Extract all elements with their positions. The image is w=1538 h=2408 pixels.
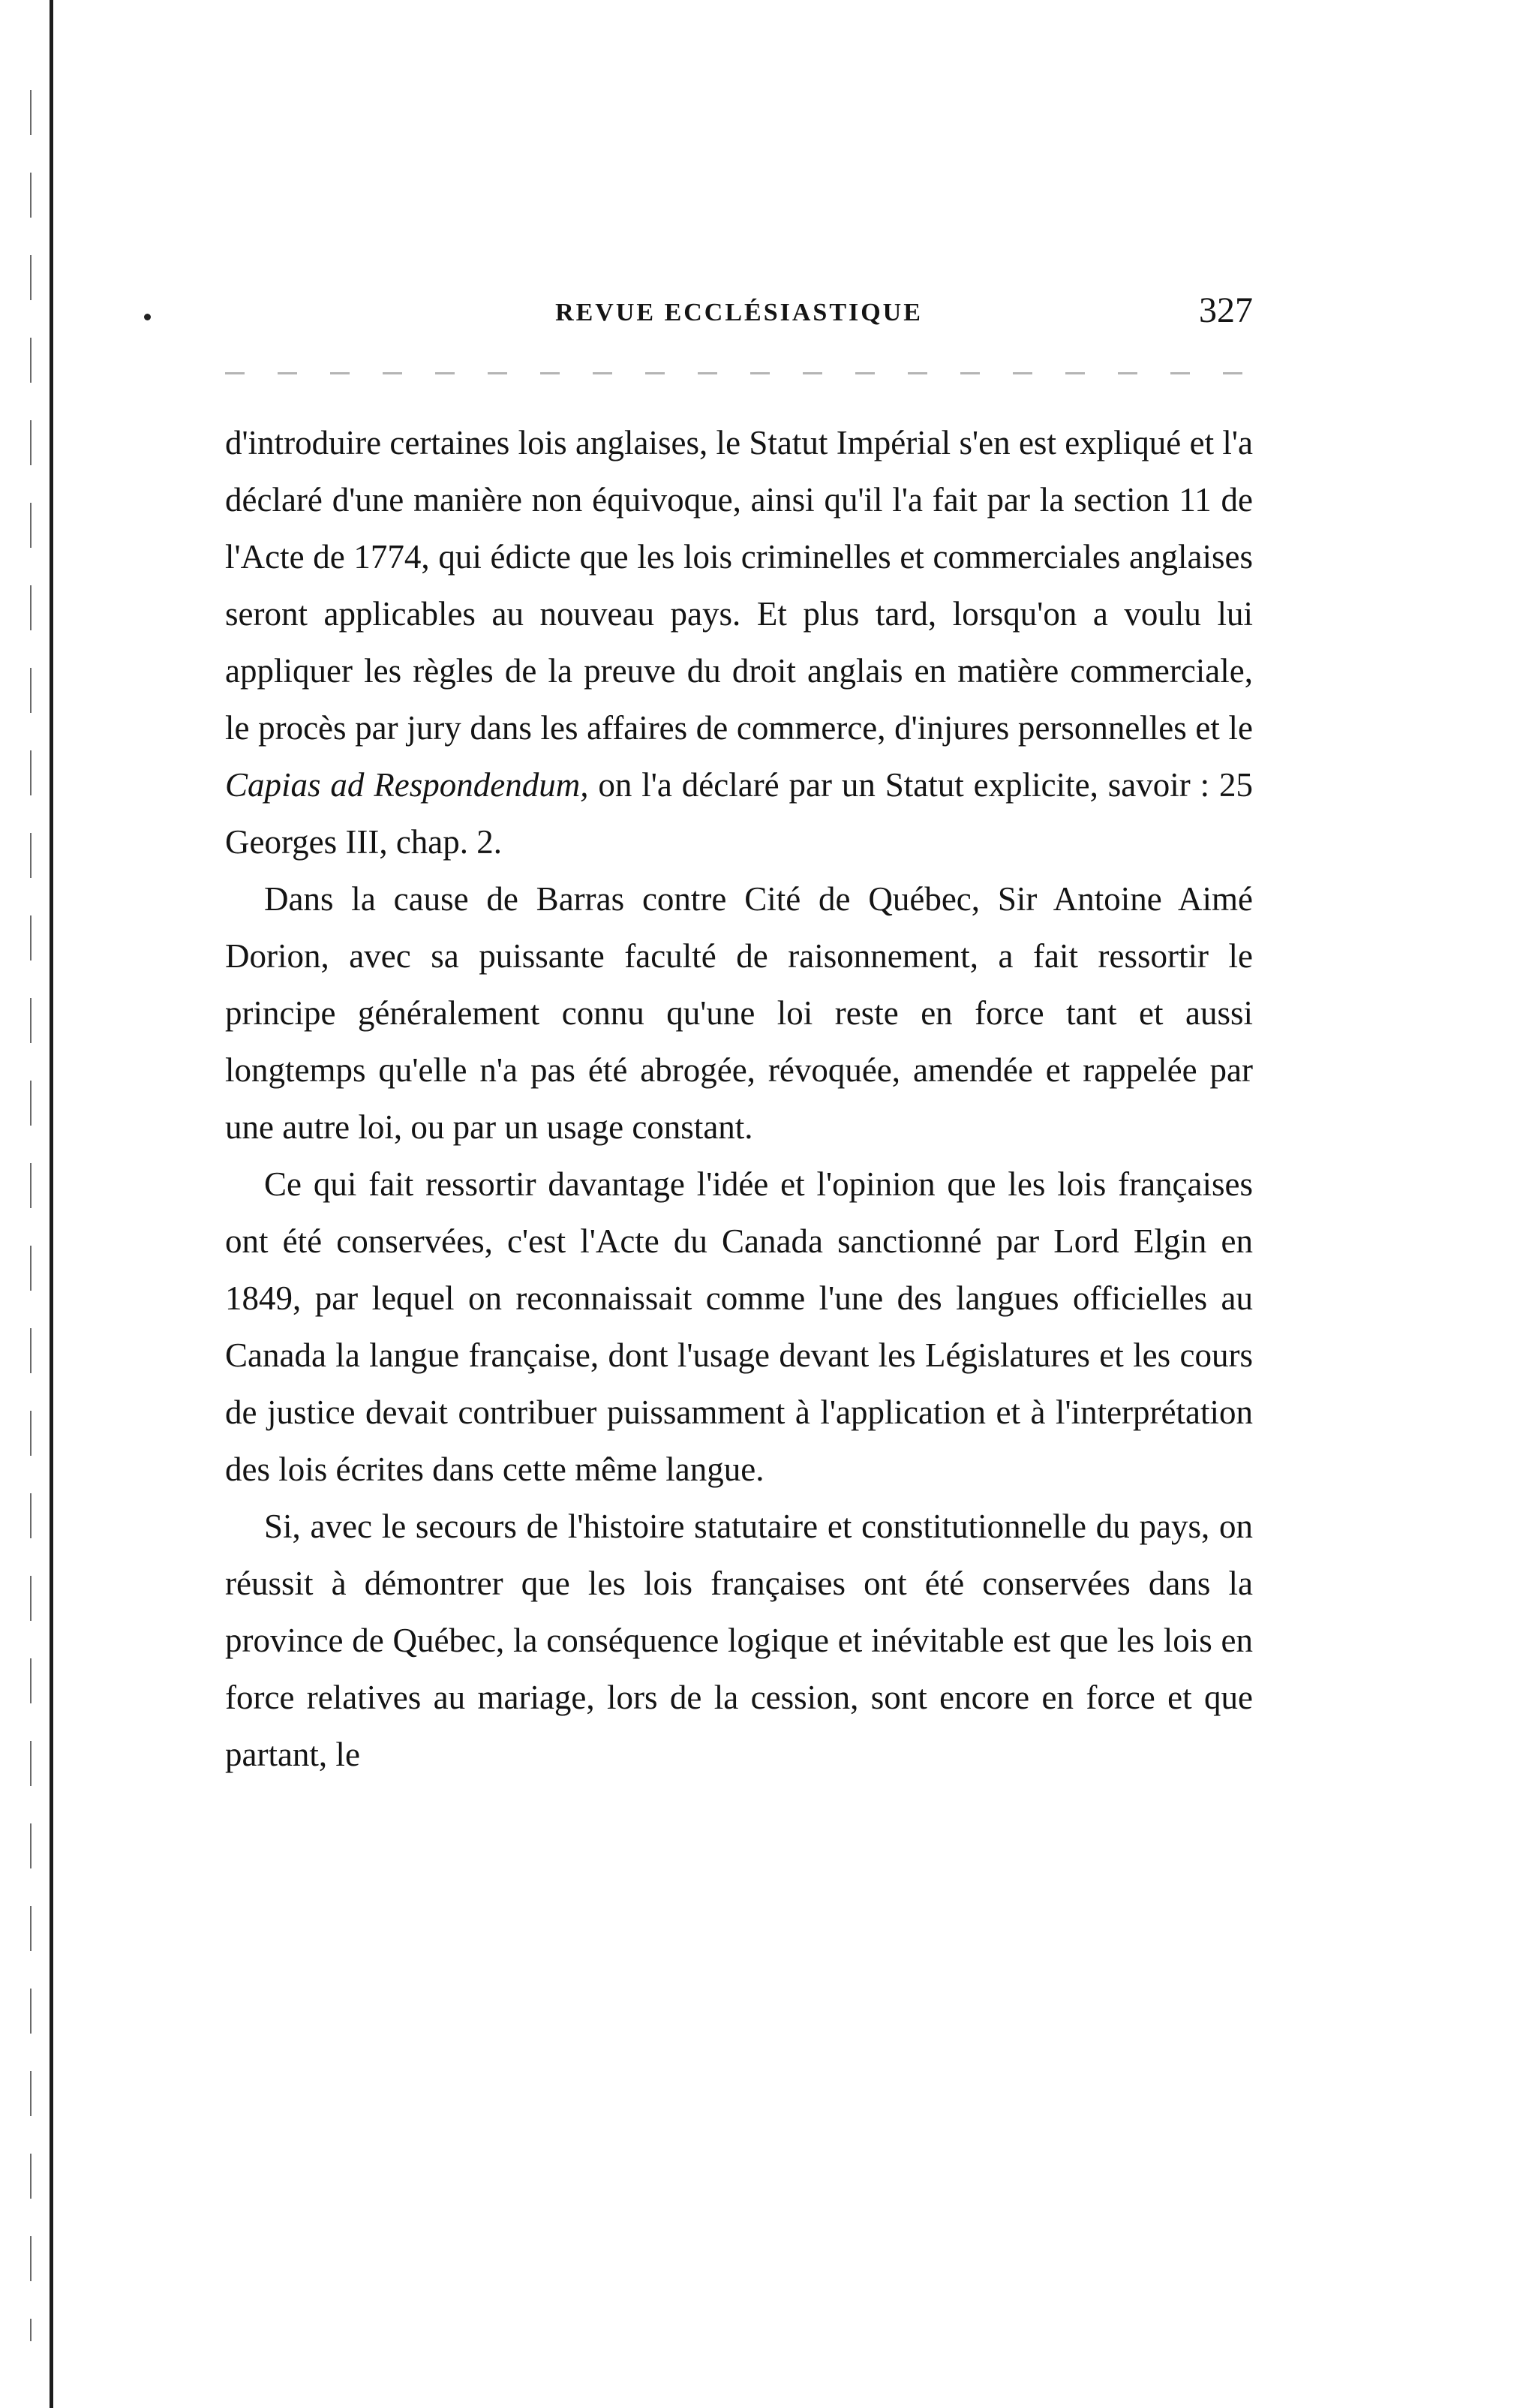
book-binding-edge (50, 0, 53, 2408)
paragraph-acte-canada: Ce qui fait ressortir davantage l'idée et l'opinion que les lois françaises ont été conservées, c'est l'Acte du Canada sanctionné par Lord Elgin en 1849, par lequel on reconnaissait comme l'une des langues officielles au Canada la langue française, dont l'usage devant les Législatures et les cours de justice devait contribuer puissamment à l'application et à l'interprétation des lois écrites dans cette même langue. (225, 1165, 1253, 1488)
running-head-title: REVUE ECCLÉSIASTIQUE (555, 299, 923, 326)
paragraph-barras: Dans la cause de Barras contre Cité de Québec, Sir Antoine Aimé Dorion, avec sa puissante faculté de raisonnement, a fait ressortir le principe généralement connu qu'une loi reste en force tant et aussi longtemps qu'elle n'a pas été abrogée, révoquée, amendée et rappelée par une autre loi, ou par un usage constant. (225, 880, 1253, 1146)
paragraph-1-text-a: d'introduire certaines lois anglaises, le Statut Impérial s'en est expliqué et l'a déclaré d'une manière non équivoque, ainsi qu'il l'a fait par la section 11 de l'Acte de 1774, qui édicte que les lois criminelles et commerciales anglaises seront applicables au nouveau pays. Et plus tard, lorsqu'on a voulu lui appliquer les règles de la preuve du droit anglais en matière commerciale, le procès par jury dans les affaires de commerce, d'injures personnelles et le (225, 424, 1253, 747)
paragraph-1-text-b: on l'a déclaré par un Statut explicite, savoir : 25 Georges III, chap. 2. (225, 766, 1253, 861)
binding-shadow (30, 90, 32, 2341)
paragraph-histoire-statutaire: Si, avec le secours de l'histoire statutaire et constitutionnelle du pays, on réussit à démontrer que les lois françaises ont été conservées dans la province de Québec, la conséquence logique et inévitable est que les lois en force relatives au mariage, lors de la cession, sont encore en force et que partant, le (225, 1508, 1253, 1773)
header-rule (225, 372, 1253, 374)
running-head (225, 285, 1253, 345)
book-page (225, 0, 1253, 2408)
latin-term: Capias ad Respondendum, (225, 766, 589, 804)
margin-dot (144, 314, 151, 320)
paragraph-continuation (225, 414, 1253, 870)
body-text (225, 414, 1253, 1783)
page-number: 327 (1199, 290, 1253, 330)
